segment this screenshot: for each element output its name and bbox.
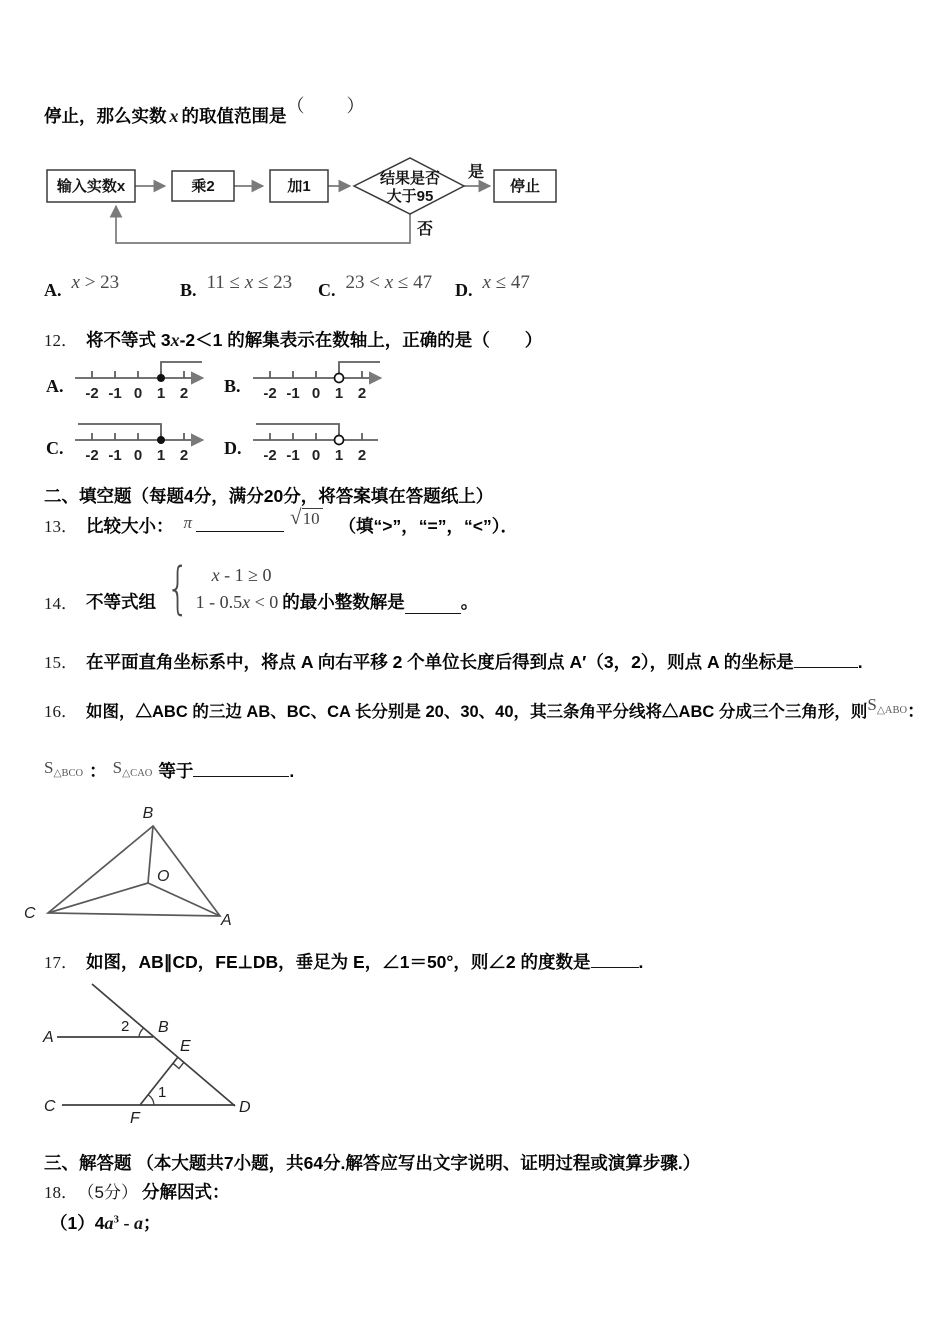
question-16-line2: S△BCO ： S△CAO 等于 . — [44, 758, 295, 781]
triangle-edges — [48, 826, 220, 916]
vertex-a-label: A — [221, 912, 232, 929]
numberline-d — [250, 414, 395, 468]
vertex-b-label: B — [142, 805, 154, 822]
q12-option-a-label: A. — [46, 376, 64, 396]
q13-number: 13． — [44, 517, 78, 536]
ray-right-bracket — [339, 362, 380, 378]
angle-figure — [18, 971, 313, 1136]
exponent: 3 — [113, 1213, 119, 1226]
right-angle-mark — [173, 1062, 184, 1068]
angle-2-label: 2 — [121, 1018, 130, 1035]
no-label: 否 — [416, 221, 434, 238]
q12-number: 12． — [44, 331, 78, 350]
answer-paren: （ ） — [286, 96, 365, 116]
intro-line — [44, 96, 365, 128]
option-a: A. x > 23 — [44, 272, 120, 300]
svg-text:-1: -1 — [286, 385, 300, 402]
area-s-cao: S△CAO — [112, 758, 153, 779]
svg-text:-2: -2 — [85, 447, 99, 464]
q18-number: 18． — [44, 1183, 78, 1202]
open-point-at-1 — [335, 374, 344, 383]
angle-2-arc — [139, 1029, 143, 1038]
question-13: 13． 比较大小： π √10 （填“>”，“=”，“<”）． — [44, 505, 518, 536]
q15-answer-blank — [794, 652, 858, 668]
flowchart-figure — [38, 146, 583, 258]
option-d: D. x ≤ 47 — [455, 272, 530, 300]
svg-text:-1: -1 — [286, 447, 300, 464]
decision-label-line1: 结果是否 — [379, 170, 441, 187]
option-a-label: A. — [44, 280, 62, 300]
question-15: 15． 在平面直角坐标系中，将点 A 向右平移 2 个单位长度后得到点 A′（3，2），则点 A 的坐标是 . — [44, 652, 863, 672]
sqrt-10: √10 — [290, 511, 323, 528]
stop-label: 停止 — [509, 178, 541, 195]
point-c-label: C — [44, 1098, 56, 1115]
tick-labels — [263, 385, 366, 402]
q12-option-b-label: B. — [224, 376, 241, 396]
section3-heading: 三、解答题 （本大题共7小题，共64分.解答应写出文字说明、证明过程或演算步骤.） — [44, 1153, 701, 1173]
svg-text:2: 2 — [357, 385, 367, 402]
vertex-c-label: C — [24, 905, 36, 922]
option-b-label: B. — [180, 280, 197, 300]
point-b-label: B — [158, 1019, 169, 1036]
yes-label: 是 — [467, 164, 485, 181]
option-c: C. 23 < x ≤ 47 — [318, 272, 433, 300]
angle-1-label: 1 — [158, 1084, 167, 1101]
q13-answer-blank — [196, 516, 284, 532]
question-16: 16． 如图，△ABC 的三边 AB、BC、CA 长分别是 20、30、40，其三条角平分线将△ABC 分成三个三角形，则S△ABO： — [44, 695, 925, 721]
svg-text:1: 1 — [334, 447, 344, 464]
closed-point-at-1 — [157, 374, 165, 382]
point-f-label: F — [130, 1110, 140, 1127]
question-14: 14． 不等式组 { x - 1 ≥ 0 1 - 0.5x < 0 的最小整数解是 。 — [44, 556, 479, 621]
point-d-label: D — [239, 1099, 251, 1116]
numberline-c — [72, 414, 217, 468]
option-d-label: D. — [455, 280, 473, 300]
svg-text:0: 0 — [311, 385, 321, 402]
angle-figure-labels — [42, 1018, 251, 1127]
question-18-part1: $(1)4a^3$ - a； — [50, 1213, 161, 1233]
tick-labels — [85, 385, 188, 402]
q17-number: 17． — [44, 953, 78, 972]
q16-answer-blank — [193, 761, 289, 777]
q12-option-c-label: C. — [46, 438, 64, 458]
angle-figure-lines — [57, 984, 235, 1106]
segment-oc — [48, 883, 148, 913]
q15-number: 15． — [44, 653, 78, 672]
intro-post: 的取值范围是 — [181, 106, 287, 126]
segment-ob — [148, 826, 153, 883]
question-12: 12． 将不等式 3x-2＜1 的解集表示在数轴上，正确的是（ ） — [44, 330, 543, 350]
svg-text:1: 1 — [334, 385, 344, 402]
add-label: 加1 — [287, 178, 311, 195]
triangle-abc — [48, 826, 220, 916]
svg-text:-2: -2 — [263, 447, 277, 464]
question-18: 18． （5分） 分解因式： — [44, 1182, 230, 1202]
svg-text:-2: -2 — [85, 385, 99, 402]
point-a-label: A — [43, 1029, 54, 1046]
point-o-label: O — [157, 868, 170, 885]
ray-left-bracket — [256, 424, 339, 440]
svg-text:2: 2 — [179, 447, 189, 464]
multiply-label: 乘2 — [191, 178, 215, 195]
inequality-1: x - 1 ≥ 0 — [211, 565, 272, 585]
inequality-2: 1 - 0.5x < 0 — [195, 592, 279, 612]
numberline-a — [72, 352, 217, 406]
system-brace: { — [166, 556, 190, 621]
q14-answer-blank — [405, 598, 461, 614]
tick-labels — [85, 447, 188, 464]
section2-heading: 二、填空题（每题4分，满分20分，将答案填在答题纸上） — [44, 486, 494, 506]
intro-var-x: x — [169, 106, 179, 126]
q16-number: 16． — [44, 702, 78, 721]
area-s-bco: S△BCO — [44, 758, 84, 779]
svg-text:0: 0 — [133, 385, 143, 402]
ray-left-bracket — [78, 424, 161, 440]
input-label: 输入实数x — [56, 178, 126, 195]
intro-pre: 停止，那么实数 — [44, 106, 167, 126]
area-s-abo: S△ABO — [867, 695, 908, 716]
tick-labels — [263, 447, 366, 464]
svg-text:0: 0 — [133, 447, 143, 464]
closed-point-at-1 — [157, 436, 165, 444]
ray-right-bracket — [161, 362, 202, 378]
option-c-label: C. — [318, 280, 336, 300]
svg-text:-2: -2 — [263, 385, 277, 402]
svg-text:-1: -1 — [108, 447, 122, 464]
svg-text:2: 2 — [179, 385, 189, 402]
svg-text:0: 0 — [311, 447, 321, 464]
svg-text:-1: -1 — [108, 385, 122, 402]
pi-symbol: π — [183, 513, 193, 532]
q14-number: 14． — [44, 594, 78, 613]
loop-back-arrow — [116, 206, 410, 243]
decision-label-line2: 大于95 — [386, 188, 434, 205]
q12-option-d-label: D. — [224, 438, 242, 458]
svg-text:2: 2 — [357, 447, 367, 464]
q18-score: （5分） — [86, 1183, 138, 1202]
inequality-system — [160, 556, 279, 621]
segment-oa — [148, 883, 220, 916]
option-b: B. 11 ≤ x ≤ 23 — [180, 272, 293, 300]
radical-sign: √ — [290, 505, 302, 529]
svg-text:1: 1 — [156, 447, 166, 464]
point-e-label: E — [180, 1038, 191, 1055]
svg-text:1: 1 — [156, 385, 166, 402]
question-17: 17． 如图，AB∥CD，FE⊥DB，垂足为 E，∠1＝50°，则∠2 的度数是 . — [44, 952, 644, 972]
numberline-b — [250, 352, 395, 406]
open-point-at-1 — [335, 436, 344, 445]
angle-1-arc — [148, 1095, 154, 1105]
triangle-figure — [18, 796, 258, 938]
q17-answer-blank — [591, 952, 639, 968]
